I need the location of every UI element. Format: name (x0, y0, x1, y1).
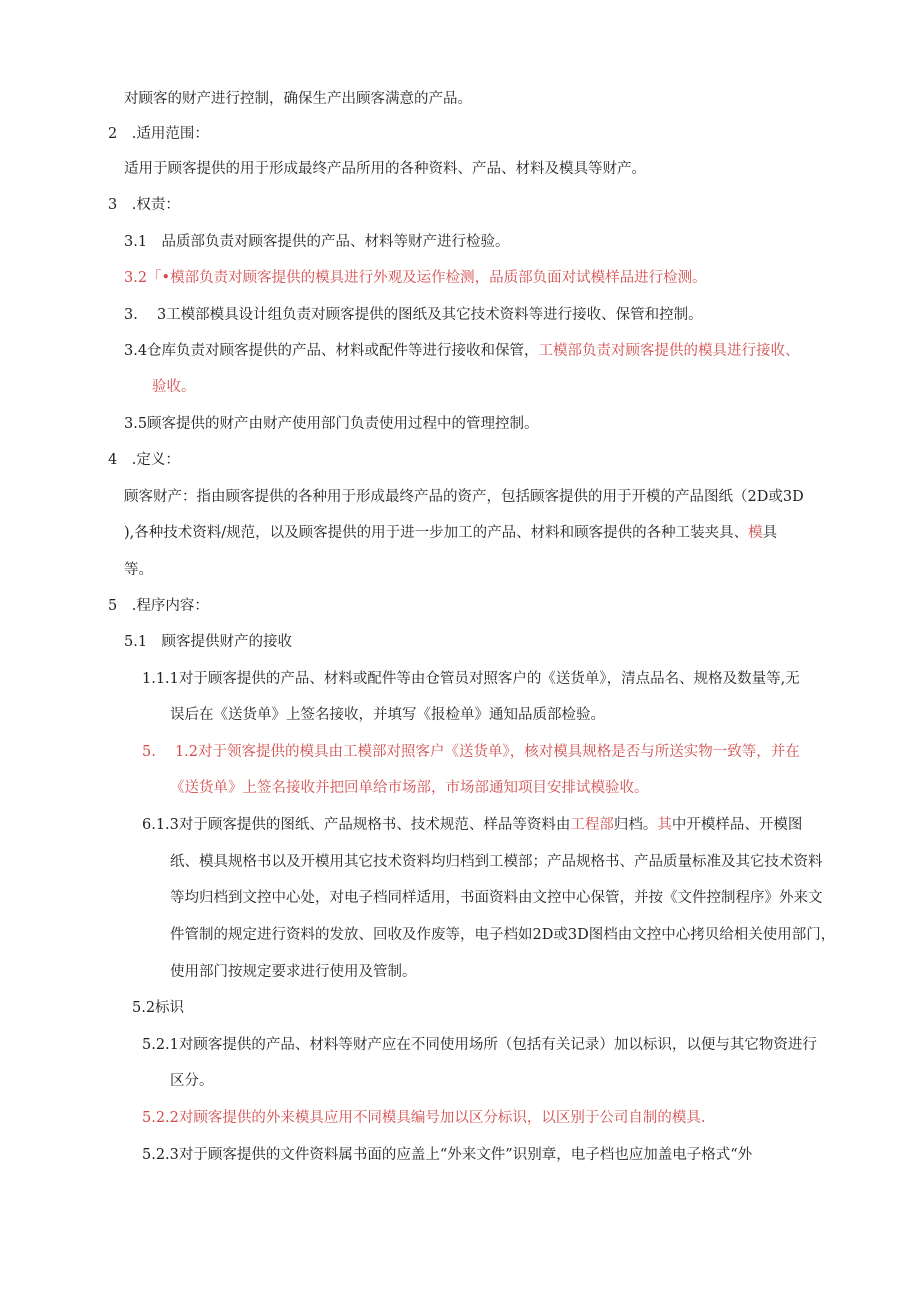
text-segment-highlight: 其 (657, 817, 672, 833)
text-segment: 3.4仓库负责对顾客提供的产品、材料或配件等进行接收和保管， (124, 343, 539, 359)
text-segment-highlight: 模 (748, 525, 763, 541)
text-line: 5.2.3对于顾客提供的文件资料属书面的应盖上“外来文件”识别章，电子档也应加盖电子格式“外 (142, 1147, 753, 1163)
text-line: 顾客财产：指由顾客提供的各种用于形成最终产品的资产，包括顾客提供的用于开模的产品图纸（2D或3D (124, 489, 804, 505)
section-heading: 4 .定义： (108, 452, 180, 468)
text-segment: 6.1.3对于顾客提供的图纸、产品规格书、技术规范、样品等资料由 (142, 817, 571, 833)
text-line (124, 523, 777, 543)
text-segment: 中开模样品、开模图 (671, 817, 803, 833)
text-line: 等。 (124, 562, 153, 578)
text-line-highlight (142, 742, 800, 762)
text-line: 适用于顾客提供的用于形成最终产品所用的各种资料、产品、材料及模具等财产。 (124, 161, 646, 177)
text-line: 3.5顾客提供的财产由财产使用部门负责使用过程中的管理控制。 (124, 416, 539, 432)
text-line: 5.2.1对顾客提供的产品、材料等财产应在不同使用场所（包括有关记录）加以标识，以便与其它物资进行 (142, 1037, 817, 1053)
section-heading: 2 .适用范围： (108, 126, 209, 142)
text-segment-highlight: 工程部 (570, 817, 614, 833)
text-line: 件管制的规定进行资料的发放、回收及作废等，电子档如2D或3D图档由文控中心拷贝给相关使用部门， (170, 927, 836, 943)
text-line: 1.1.1对于顾客提供的产品、材料或配件等由仓管员对照客户的《送货单》，清点品名、规格及数量等,无 (142, 671, 800, 687)
section-heading: 5 .程序内容： (108, 598, 209, 614)
text-line (124, 341, 800, 361)
text-segment: ),各种技术资料/规范，以及顾客提供的用于进一步加工的产品、材料和顾客提供的各种工装夹具、 (124, 525, 749, 541)
text-segment-highlight: 工模部负责对顾客提供的模具进行接收、 (538, 343, 800, 359)
text-segment: 5. 1.2 (142, 744, 199, 760)
text-line: 误后在《送货单》上签名接收，并填写《报检单》通知品质部检验。 (170, 707, 605, 723)
text-line: 纸、模具规格书以及开模用其它技术资料均归档到工模部；产品规格书、产品质量标准及其它技术资料 (170, 854, 823, 870)
text-line-highlight: 验收。 (152, 379, 196, 395)
text-line: 使用部门按规定要求进行使用及管制。 (170, 964, 417, 980)
text-line: 区分。 (170, 1073, 214, 1089)
text-segment: 对顾客提供的外来模具应用不同模具编号加以区分标识，以区别于公司自制的模具. (178, 1110, 706, 1126)
text-segment: 具 (762, 525, 778, 541)
subsection-heading: 5.2标识 (132, 1000, 185, 1016)
section-heading: 3 .权责： (108, 197, 180, 213)
text-line-highlight: 3.2「•模部负责对顾客提供的模具进行外观及运作检测，品质部负面对试模样品进行检测。 (124, 270, 707, 286)
text-line-highlight (142, 1108, 706, 1128)
subsection-heading: 5.1 顾客提供财产的接收 (124, 634, 293, 650)
text-line: 对顾客的财产进行控制，确保生产出顾客满意的产品。 (124, 91, 472, 107)
text-segment: 对于领客提供的模具由工模部对照客户《送货单》，核对模具规格是否与所送实物一致等，并在 (198, 744, 800, 760)
text-line: 3.1 品质部负责对顾客提供的产品、材料等财产进行检验。 (124, 234, 510, 250)
text-line: 等均归档到文控中心处，对电子档同样适用，书面资料由文控中心保管，并按《文件控制程序》外来文 (170, 890, 823, 906)
text-line: 3. 3工模部模具设计组负责对顾客提供的图纸及其它技术资料等进行接收、保管和控制。 (124, 307, 703, 323)
text-segment: 归档。 (613, 817, 658, 833)
text-line-highlight: 《送货单》上签名接收并把回单给市场部，市场部通知项目安排试模验收。 (170, 780, 649, 796)
text-line (142, 815, 802, 835)
text-segment: 5.2.2 (142, 1110, 179, 1126)
